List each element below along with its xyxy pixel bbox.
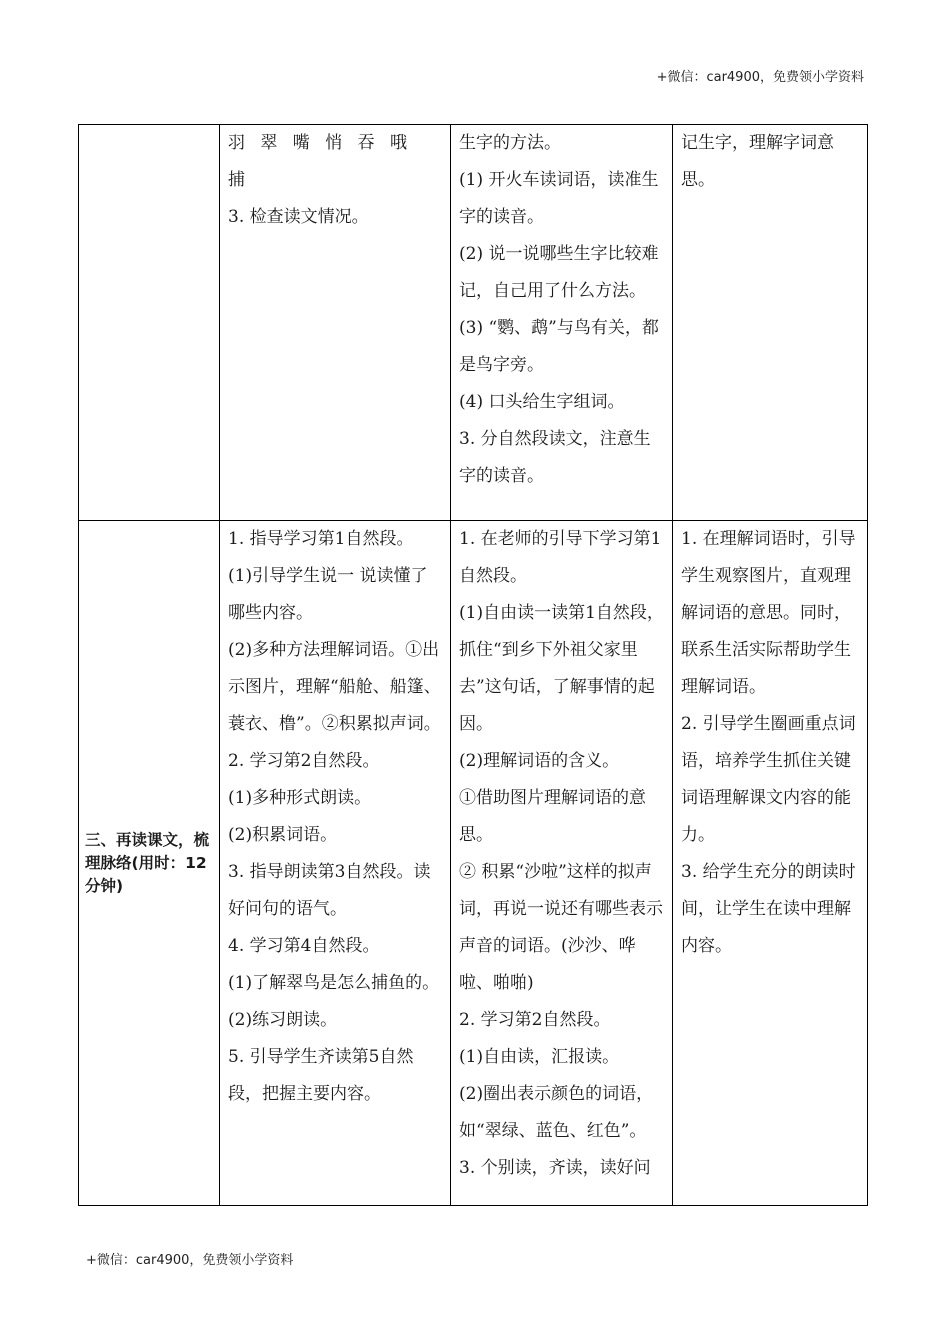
student-item: 3. 个别读，齐读，读好问 [459,1158,651,1178]
student-item: (1)自由读，汇报读。 [459,1047,620,1067]
student-activity-cell [451,521,673,1206]
student-item: 1. 在老师的引导下学习第1自然段。 [459,529,662,586]
student-item: (1) 开火车读词语，读准生字的读音。 [459,170,659,227]
student-item: (1)自由读一读第1自然段，抓住“到乡下外祖父家里去”这句话，了解事情的起因。 [459,603,664,734]
lesson-plan-table [78,124,868,1206]
teacher-item: (1)引导学生说一 说读懂了哪些内容。 [228,566,428,623]
student-item: (2) 说一说哪些生字比较难记，自己用了什么方法。 [459,244,659,301]
table-row [79,521,868,1206]
student-item: (2)圈出表示颜色的词语，如“翠绿、蓝色、红色”。 [459,1084,654,1141]
intent-item: 记生字，理解字词意思。 [681,133,834,190]
student-item: 生字的方法。 [459,133,561,153]
teacher-activity-cell [220,125,451,521]
teacher-item: (2)多种方法理解词语。①出示图片，理解“船舱、船篷、蓑衣、橹”。②积累拟声词。 [228,640,441,734]
table-row [79,125,868,521]
teacher-item: (2)练习朗读。 [228,1010,338,1030]
teacher-item: 3. 指导朗读第3自然段。读好问句的语气。 [228,862,431,919]
student-item: (4) 口头给生字组词。 [459,392,625,412]
student-item: (3) “鹦、鹉”与鸟有关，都是鸟字旁。 [459,318,659,375]
teacher-item: (1)了解翠鸟是怎么捕鱼的。 [228,973,440,993]
intent-item: 3. 给学生充分的朗读时间，让学生在读中理解内容。 [681,862,856,956]
intent-item: 1. 在理解词语时，引导学生观察图片，直观理解词语的意思。同时，联系生活实际帮助学生理解词语。 [681,529,856,697]
student-item: 3. 分自然段读文，注意生字的读音。 [459,429,651,486]
student-item: 2. 学习第2自然段。 [459,1010,611,1030]
teacher-item: 5. 引导学生齐读第5自然段，把握主要内容。 [228,1047,414,1104]
teacher-item: 2. 学习第2自然段。 [228,751,380,771]
design-intent-cell [673,521,868,1206]
teacher-item: (1)多种形式朗读。 [228,788,372,808]
stage-cell: 三、再读课文，梳理脉络(用时：12分钟) [79,521,220,1206]
stage-cell [79,125,220,521]
intent-item: 2. 引导学生圈画重点词语，培养学生抓住关键词语理解课文内容的能力。 [681,714,856,845]
teacher-item: 4. 学习第4自然段。 [228,936,380,956]
student-item: ② 积累“沙啦”这样的拟声词，再说一说还有哪些表示声音的词语。(沙沙、哗啦、啪啪) [459,862,663,993]
student-item: ①借助图片理解词语的意思。 [459,788,646,845]
teacher-item: 1. 指导学习第1自然段。 [228,529,414,549]
student-item: (2)理解词语的含义。 [459,751,620,771]
teacher-item: (2)积累词语。 [228,825,338,845]
teacher-item: 3. 检查读文情况。 [228,207,369,227]
header-watermark-note: +微信：car4900，免费领小学资料 [656,70,864,85]
footer-watermark-note: +微信：car4900，免费领小学资料 [86,1253,294,1268]
teacher-item: 羽 翠 嘴 悄 吞 哦 捕 [228,133,413,190]
teacher-activity-cell [220,521,451,1206]
design-intent-cell [673,125,868,521]
student-activity-cell [451,125,673,521]
